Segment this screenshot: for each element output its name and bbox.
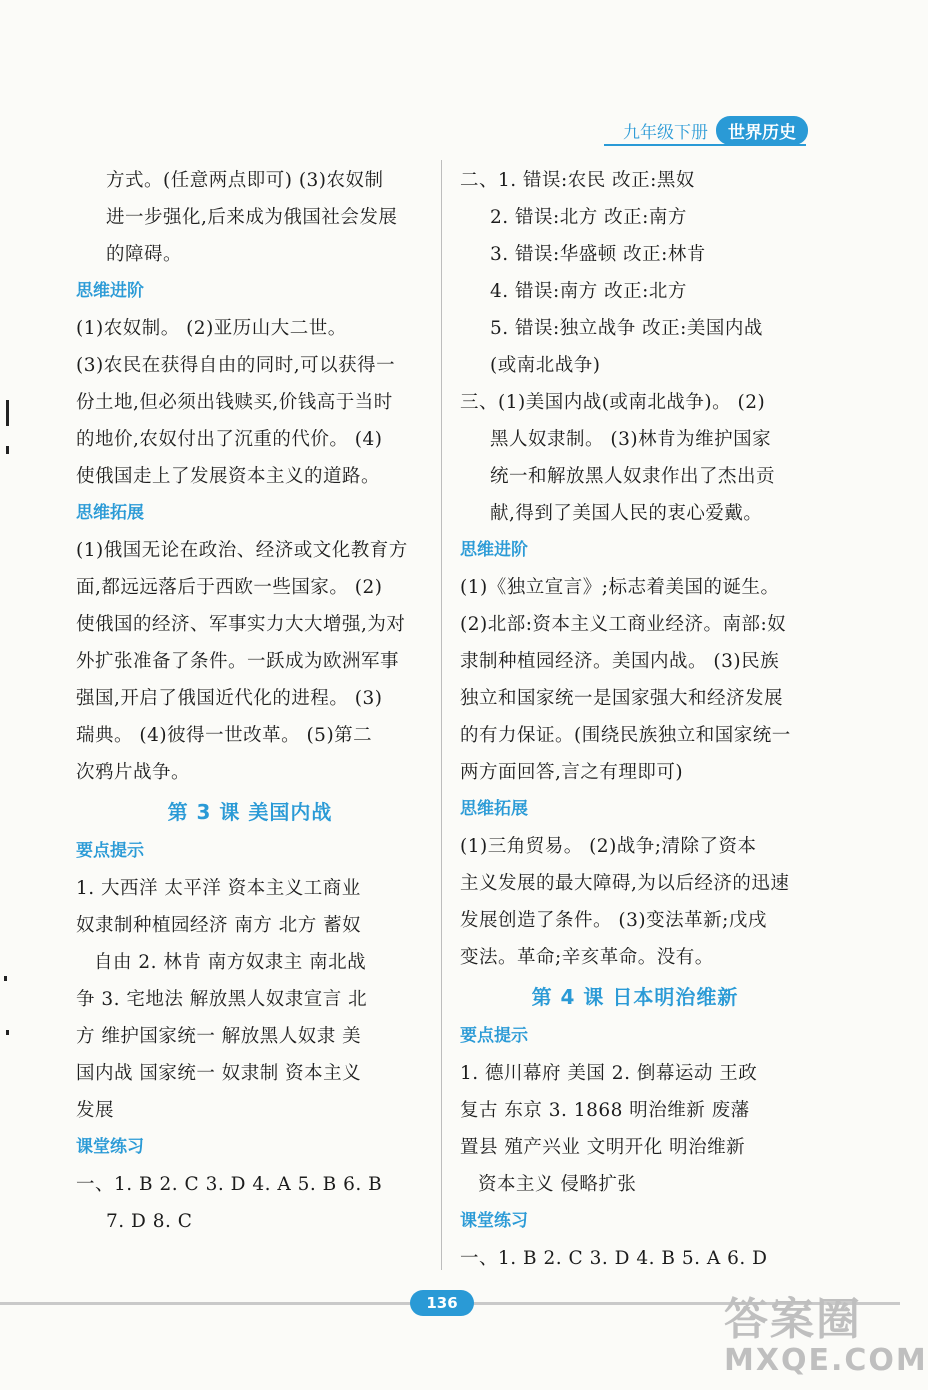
text-line: 争 3. 宅地法 解放黑人奴隶宣言 北 (76, 989, 368, 1010)
margin-mark (4, 976, 7, 981)
text-line: 瑞典。 (4)彼得一世改革。 (5)第二 (76, 725, 373, 746)
subject-badge: 世界历史 (716, 116, 808, 145)
page-header (623, 116, 808, 145)
text-line: 三、(1)美国内战(或南北战争)。 (2) (460, 392, 766, 413)
left-column (76, 162, 424, 1240)
text-line: (1)农奴制。 (2)亚历山大二世。 (76, 318, 347, 339)
watermark-main: 答案圈 (724, 1294, 862, 1345)
text-line: (1)《独立宣言》;标志着美国的诞生。 (460, 577, 780, 598)
text-line: 5. 错误:独立战争 改正:美国内战 (490, 318, 763, 339)
text-line: 二、1. 错误:农民 改正:黑奴 (460, 170, 695, 191)
grade-label: 九年级下册 (623, 123, 708, 143)
text-line: 7. D 8. C (106, 1211, 193, 1232)
text-line: (3)农民在获得自由的同时,可以获得一 (76, 355, 396, 376)
text-line: 1. 大西洋 太平洋 资本主义工商业 (76, 878, 361, 899)
text-line: 4. 错误:南方 改正:北方 (490, 281, 687, 302)
page-number: 136 (410, 1290, 474, 1316)
watermark-sub: MXQE.COM (724, 1343, 928, 1378)
text-line: 主义发展的最大障碍,为以后经济的迅速 (460, 873, 790, 894)
text-line: 次鸦片战争。 (76, 762, 191, 783)
text-line: 国内战 国家统一 奴隶制 资本主义 (76, 1063, 362, 1084)
text-line: 两方面回答,言之有理即可) (460, 762, 684, 783)
text-line: 使俄国走上了发展资本主义的道路。 (76, 466, 381, 487)
text-line: 自由 2. 林肯 南方奴隶主 南北战 (94, 952, 367, 973)
text-line: 黑人奴隶制。 (3)林肯为维护国家 (490, 429, 772, 450)
section-heading: 思维拓展 (460, 799, 528, 819)
text-line: 献,得到了美国人民的衷心爱戴。 (490, 503, 763, 524)
section-heading: 课堂练习 (76, 1137, 144, 1157)
section-heading: 要点提示 (76, 841, 144, 861)
text-line: (1)俄国无论在政治、经济或文化教育方 (76, 540, 408, 561)
text-line: 发展 (76, 1100, 115, 1121)
text-line: 1. 德川幕府 美国 2. 倒幕运动 王政 (460, 1063, 758, 1084)
text-line: 外扩张准备了条件。一跃成为欧洲军事 (76, 651, 400, 672)
text-line: 面,都远远落后于西欧一些国家。 (2) (76, 577, 383, 598)
text-line: 资本主义 侵略扩张 (478, 1174, 637, 1195)
margin-mark (6, 1030, 9, 1035)
text-line: 强国,开启了俄国近代化的进程。 (3) (76, 688, 383, 709)
text-line: 隶制种植园经济。美国内战。 (3)民族 (460, 651, 780, 672)
section-heading: 课堂练习 (460, 1211, 528, 1231)
text-line: 置县 殖产兴业 文明开化 明治维新 (460, 1137, 746, 1158)
text-line: 方 维护国家统一 解放黑人奴隶 美 (76, 1026, 362, 1047)
text-line: 独立和国家统一是国家强大和经济发展 (460, 688, 784, 709)
watermark-logo (724, 1294, 928, 1380)
text-line: 一、1. B 2. C 3. D 4. A 5. B 6. B (76, 1174, 383, 1195)
section-heading: 思维拓展 (76, 503, 144, 523)
lesson-title: 第 3 课 美国内战 (167, 800, 333, 824)
text-line: 方式。(任意两点即可) (3)农奴制 (106, 170, 384, 191)
text-line: (2)北部:资本主义工商业经济。南部:奴 (460, 614, 787, 635)
right-column (460, 162, 810, 1277)
margin-mark (6, 446, 9, 454)
text-line: (或南北战争) (490, 355, 601, 376)
text-line: 的障碍。 (106, 244, 183, 265)
text-line: 进一步强化,后来成为俄国社会发展 (106, 207, 398, 228)
section-heading: 思维进阶 (76, 281, 144, 301)
text-line: 复古 东京 3. 1868 明治维新 废藩 (460, 1100, 750, 1121)
margin-mark (6, 400, 9, 426)
text-line: (1)三角贸易。 (2)战争;清除了资本 (460, 836, 757, 857)
text-line: 的有力保证。(围绕民族独立和国家统一 (460, 725, 791, 746)
text-line: 变法。革命;辛亥革命。没有。 (460, 947, 714, 968)
text-line: 统一和解放黑人奴隶作出了杰出贡 (490, 466, 776, 487)
text-line: 的地价,农奴付出了沉重的代价。 (4) (76, 429, 383, 450)
text-line: 使俄国的经济、军事实力大大增强,为对 (76, 614, 406, 635)
section-heading: 要点提示 (460, 1026, 528, 1046)
text-line: 份土地,但必须出钱赎买,价钱高于当时 (76, 392, 393, 413)
text-line: 一、1. B 2. C 3. D 4. B 5. A 6. D (460, 1248, 768, 1269)
lesson-title: 第 4 课 日本明治维新 (531, 985, 739, 1009)
text-line: 2. 错误:北方 改正:南方 (490, 207, 687, 228)
column-divider (441, 160, 442, 1270)
text-line: 奴隶制种植园经济 南方 北方 蓄奴 (76, 915, 362, 936)
section-heading: 思维进阶 (460, 540, 528, 560)
text-line: 3. 错误:华盛顿 改正:林肯 (490, 244, 706, 265)
text-line: 发展创造了条件。 (3)变法革新;戊戌 (460, 910, 767, 931)
header-rule (604, 144, 806, 146)
